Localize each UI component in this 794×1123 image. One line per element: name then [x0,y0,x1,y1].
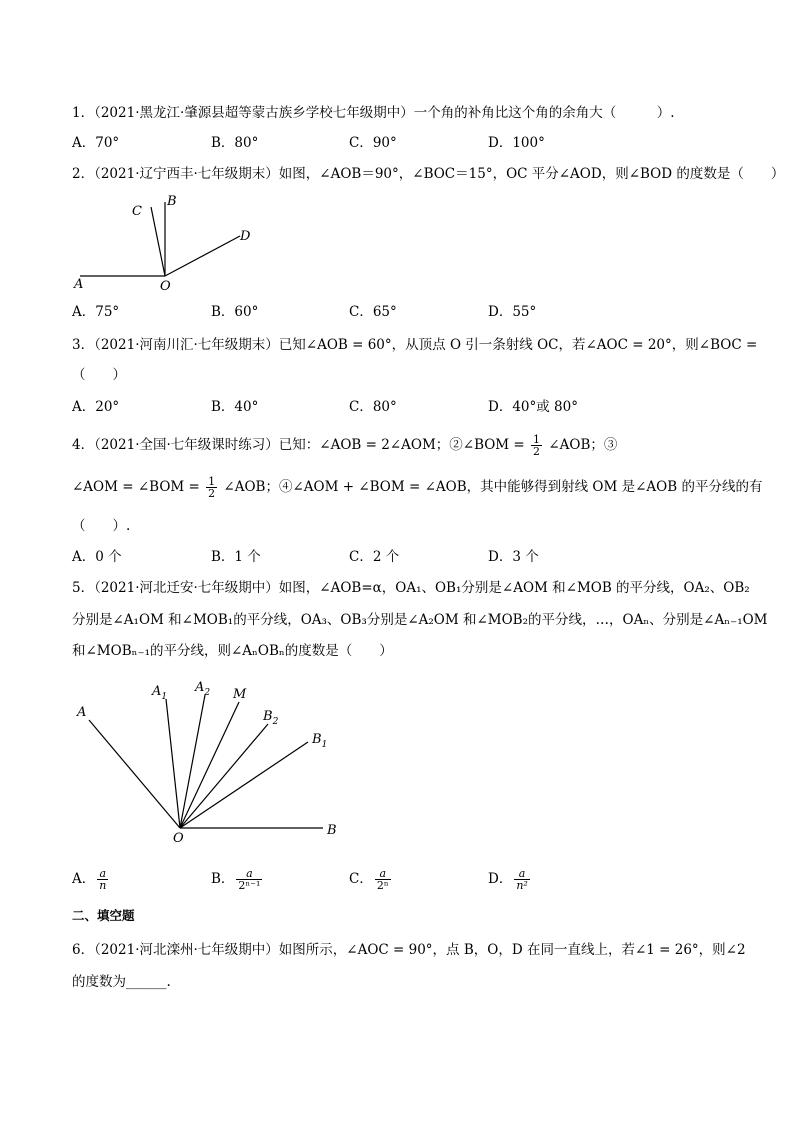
label-b1: $B_1$ [312,732,328,750]
q5-line2: 分别是∠A₁OM 和∠MOB₁的平分线，OA₃、OB₃分别是∠A₂OM 和∠MOB₂的平分线，…，OAₙ、分别是∠Aₙ₋₁OM [72,612,768,628]
q4-line2-text-end: ∠AOB；④∠AOM + ∠BOM = ∠AOB，其中能够得到射线 OM 是∠AOB 的平分线的有 [223,479,763,495]
q3-stem-blank: （ ） [72,367,126,383]
ray-oa2 [180,695,205,828]
q2-stem: 2．（2021·辽宁西丰·七年级期末）如图，∠AOB＝90°，∠BOC＝15°，OC 平分∠AOD，则∠BOD 的度数是（ ） [72,166,785,182]
ray-ob2 [180,724,268,828]
q4-fraction-half: $\frac{1}{2}$ [533,433,541,458]
q3-option-b: B．40° [211,399,259,415]
q1-option-c: C．90° [349,135,397,151]
q3-stem: 3．（2021·河南川汇·七年级期末）已知∠AOB = 60°，从顶点 O 引一条射线 OC，若∠AOC = 20°，则∠BOC = [72,337,758,353]
q4-option-a: A．0 个 [72,549,122,565]
ray-oa [89,720,180,828]
q1-option-a: A．70° [72,135,120,151]
ray-od [165,236,240,276]
label-o: O [173,831,184,846]
q1-option-d: D．100° [488,135,545,151]
label-b2: $B_2$ [263,709,279,727]
q3-option-d: D．40°或 80° [488,399,578,415]
q4-option-d: D．3 个 [488,549,539,565]
q3-option-c: C．80° [349,399,397,415]
label-b: B [327,823,337,838]
label-o: O [160,279,171,294]
label-c: C [132,204,142,219]
q4-line1-text: 4．（2021·全国·七年级课时练习）已知：∠AOB = 2∠AOM；②∠BOM = [72,437,525,453]
q5-option-a: A． $\frac{a}{n}$ [72,867,107,892]
q5-line3: 和∠MOBₙ₋₁的平分线，则∠AₙOBₙ的度数是（ ） [72,643,393,659]
q5-figure [70,675,350,850]
q2-option-b: B．60° [211,304,259,320]
label-b: B [167,194,177,209]
q2-option-c: C．65° [349,304,397,320]
q5-option-c: C． $\frac{a}{\text{2ⁿ}}$ [349,867,389,892]
q6-line1: 6．（2021·河北滦州·七年级期中）如图所示，∠AOC = 90°，点 B，O，D 在同一直线上，若∠1 = 26°，则∠2 [72,942,746,958]
q4-line1-text-end: ∠AOB；③ [548,437,618,453]
q4-stem-blank: （ ）. [72,518,131,534]
q2-figure [70,190,270,295]
q1-option-b: B．80° [211,135,259,151]
q4-option-b: B．1 个 [211,549,261,565]
q4-fraction-half-2: $\frac{1}{2}$ [208,475,216,500]
q5-option-d: D． $\frac{a}{\text{n²}}$ [488,867,528,892]
q2-option-a: A．75° [72,304,120,320]
q3-option-a: A．20° [72,399,120,415]
section-title: 二、填空题 [72,908,135,923]
q4-option-c: C．2 个 [349,549,400,565]
label-a: A [74,277,84,292]
ray-oa1 [166,699,180,828]
label-a1: $A_1$ [152,684,168,702]
ray-om [180,702,239,828]
q1-stem: 1．（2021·黑龙江·肇源县超等蒙古族乡学校七年级期中）一个角的补角比这个角的余角大（ ）. [72,105,675,121]
label-m: M [233,687,247,702]
q4-line2-text: ∠AOM = ∠BOM = [72,479,200,495]
label-a: A [77,705,87,720]
q5-line1: 5．（2021·河北迁安·七年级期中）如图，∠AOB=α，OA₁、OB₁分别是∠AOM 和∠MOB 的平分线，OA₂、OB₂ [72,580,750,596]
ray-ob1 [180,742,308,828]
q4-line2 [72,476,762,499]
label-d: D [240,229,251,244]
label-a2: $A_2$ [195,680,211,698]
ray-oc [151,207,165,276]
q4-line1 [72,434,617,457]
q6-line2: 的度数为______. [72,974,171,990]
q2-option-d: D．55° [488,304,537,320]
q5-option-b: B． $\frac{a}{\text{2ⁿ⁻¹}}$ [211,867,261,892]
